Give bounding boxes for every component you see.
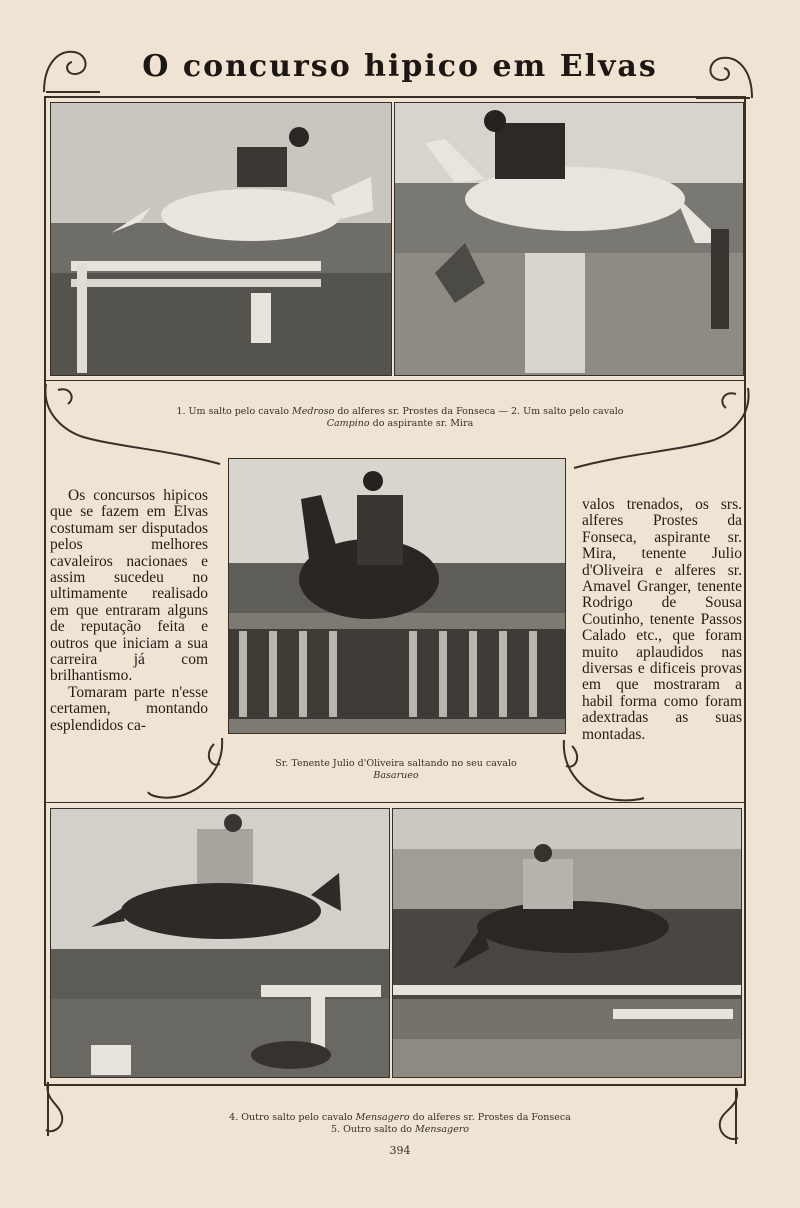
article-text-right — [582, 497, 742, 743]
article-paragraph-2: Tomaram parte n'esse certamen, montando esplendidos ca- — [50, 683, 208, 734]
page-title: O concurso hipico em Elvas — [142, 49, 658, 84]
caption-photos-1-2: 1. Um salto pelo cavalo Medroso do alferes sr. Prostes da Fonseca — 2. Um salto pelo cavalo Campino do aspirante sr. Mira — [176, 406, 624, 429]
ornament-top-left — [40, 44, 102, 96]
article-text-left — [50, 488, 208, 734]
photo-4-mensagero-jump — [50, 808, 390, 1078]
article-paragraph-3: valos trenados, os srs. alferes Prostes da Fonseca, aspirante sr. Mira, tenente Julio d'Oliveira e alferes sr. Amavel Granger, tenente Rodrigo de Sousa Coutinho, tenente Passos Calado etc., que foram muito aplaudidos nas diversas e dificeis provas em que mostraram a habil forma como foram adextradas as suas montadas. — [582, 496, 742, 743]
frame-left — [44, 96, 46, 1086]
ornament-mid-right — [568, 384, 754, 480]
frame-top — [44, 96, 746, 98]
ornament-lower-left — [144, 734, 228, 804]
photo-2-campino-jump — [394, 102, 744, 376]
frame-divider-lower — [44, 802, 746, 803]
frame-divider-upper — [44, 380, 746, 381]
photo-1-medroso-jump — [50, 102, 392, 376]
article-paragraph-1: Os concursos hipicos que se fazem em Elvas costumam ser disputados pelos melhores cavaleiros nacionaes e assim sucedeu no ultimamente realisado em que entraram alguns de reputação feita e outros que iniciam a sua carreira já com brilhantismo. — [50, 487, 208, 685]
frame-right — [744, 96, 746, 1086]
photo-3-basarueo-jump — [228, 458, 566, 734]
ornament-bottom-right — [706, 1086, 746, 1146]
page-number: 394 — [389, 1144, 411, 1157]
ornament-lower-right — [558, 736, 648, 806]
frame-bottom — [44, 1084, 746, 1086]
photo-5-mensagero-jump — [392, 808, 742, 1078]
caption-photos-4-5: 4. Outro salto pelo cavalo Mensagero do alferes sr. Prostes da Fonseca 5. Outro salto do Mensagero — [229, 1112, 571, 1135]
ornament-bottom-left — [40, 1080, 76, 1138]
ornament-top-right — [694, 50, 756, 102]
caption-photo-3: Sr. Tenente Julio d'Oliveira saltando no seu cavalo Basarueo — [275, 758, 517, 781]
